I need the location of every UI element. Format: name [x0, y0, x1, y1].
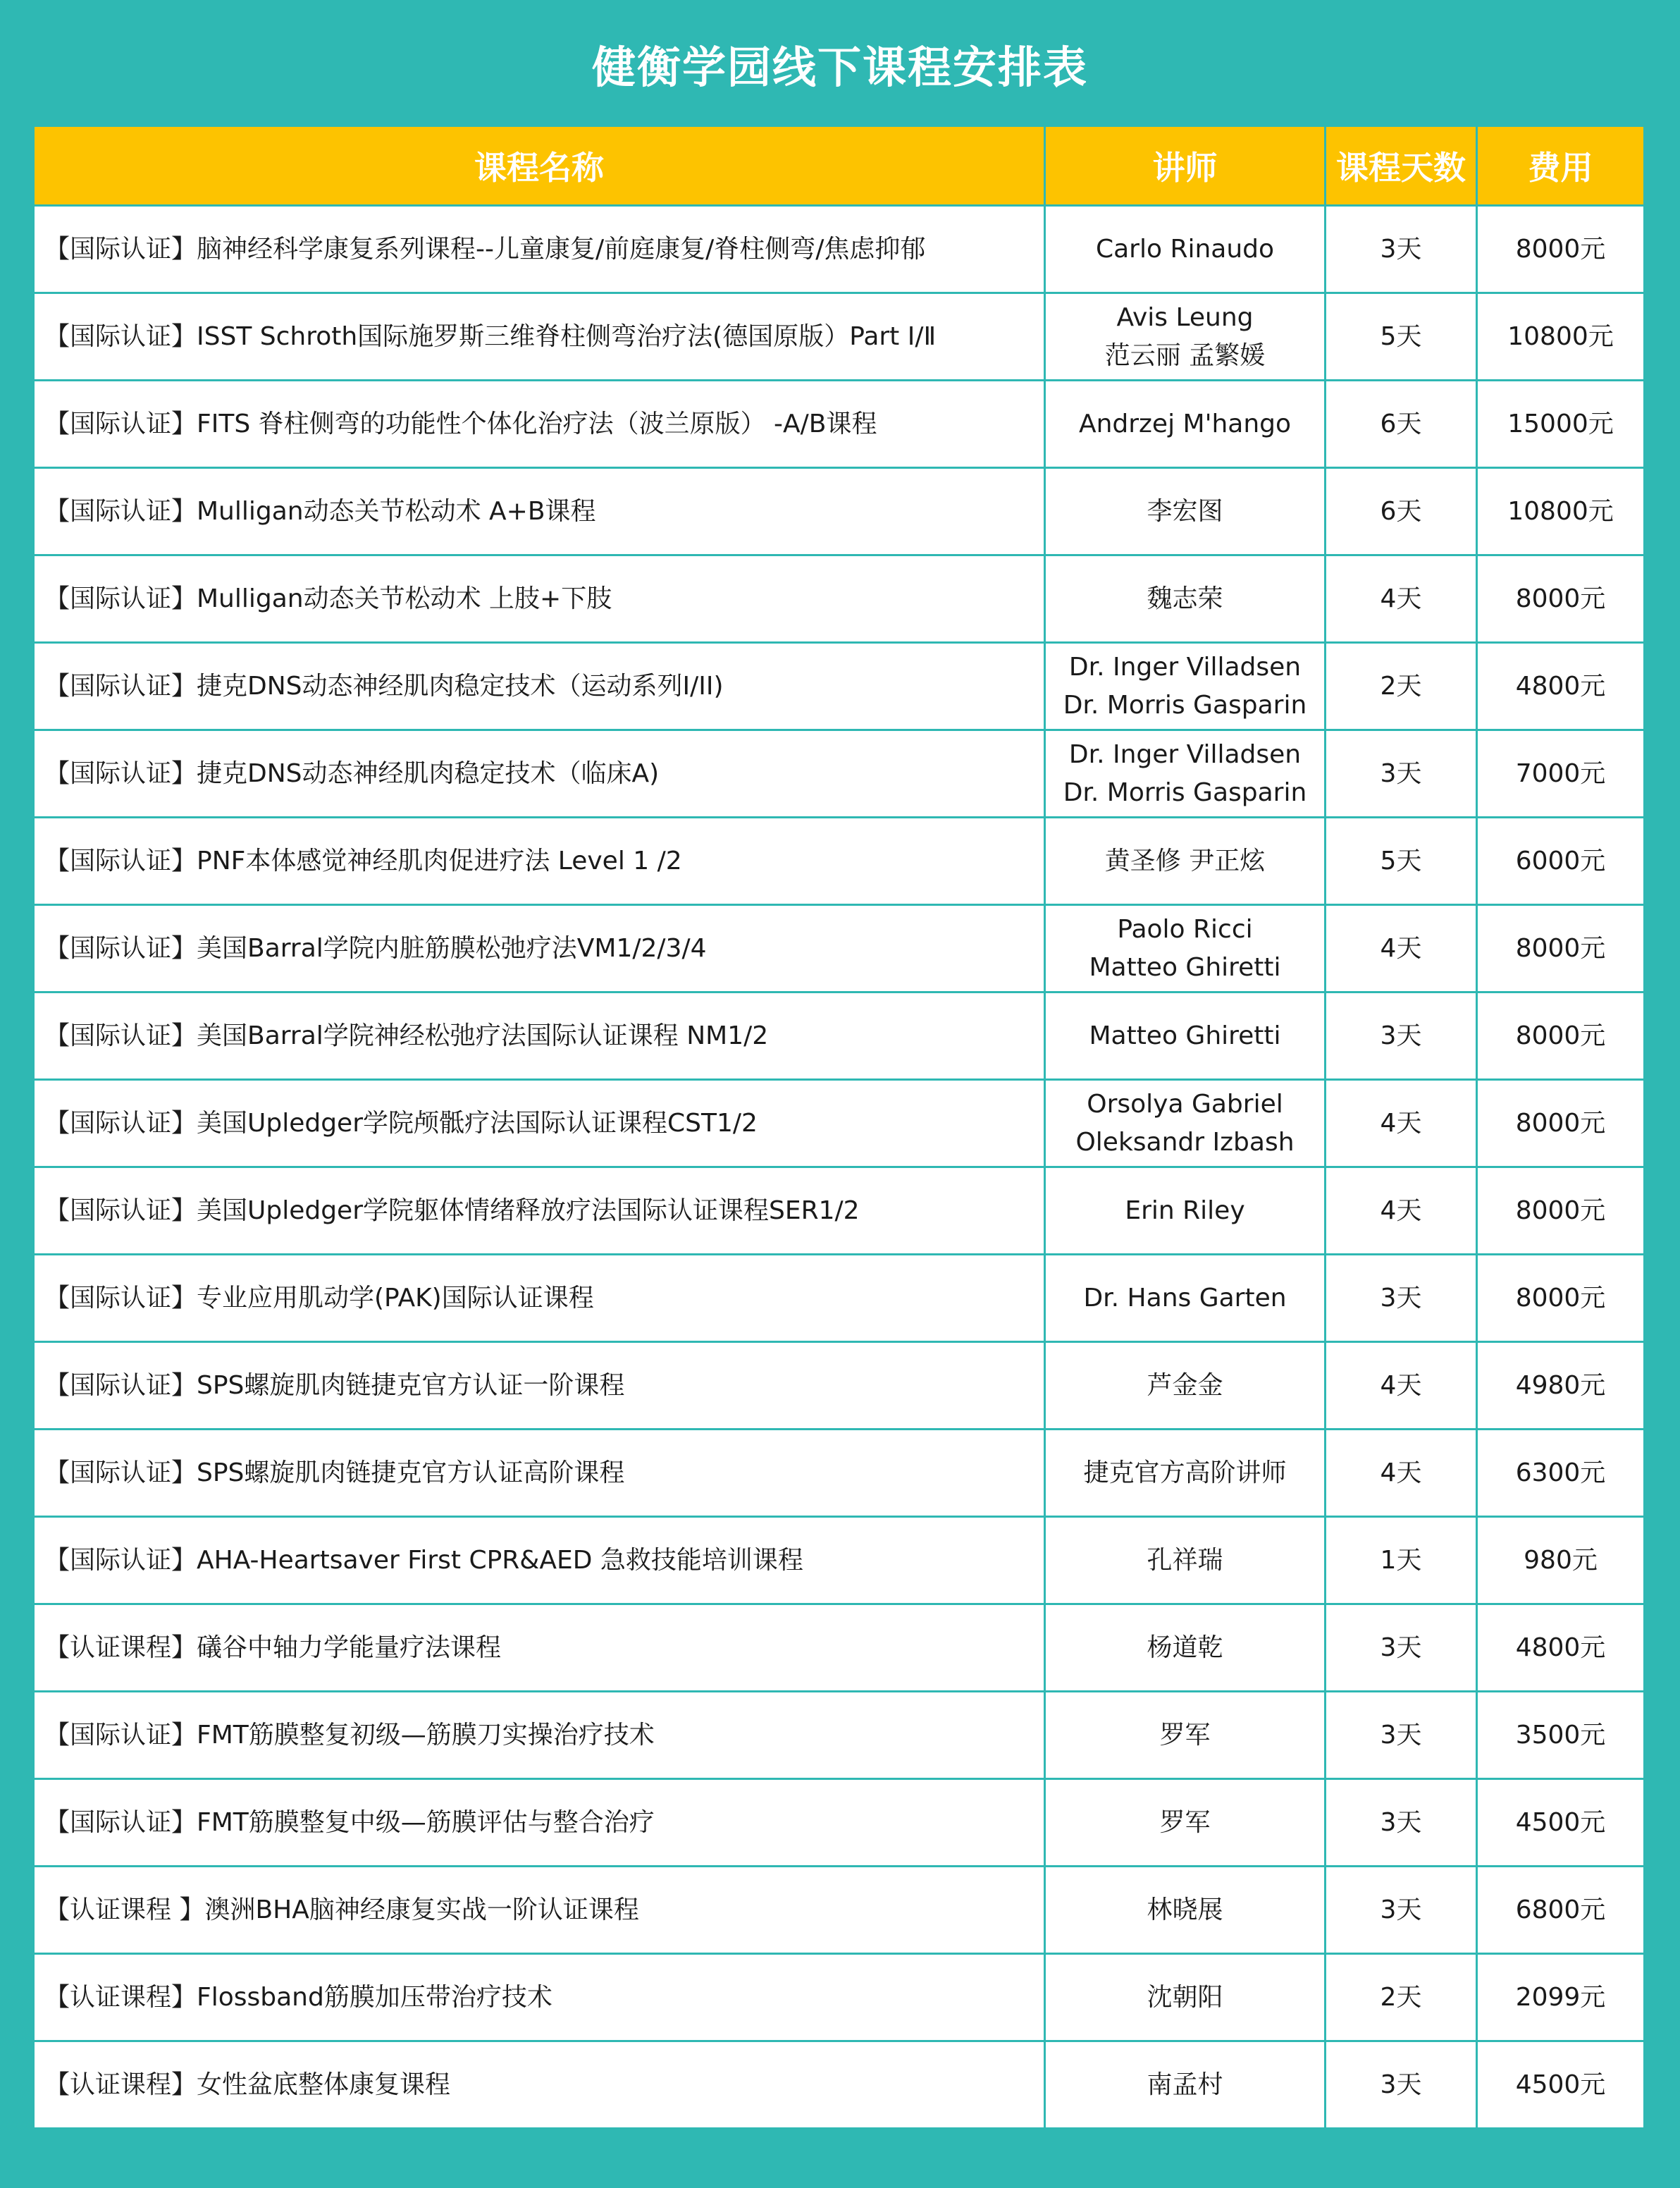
course-cell: 【国际认证】捷克DNS动态神经肌肉稳定技术（临床A): [34, 730, 1045, 818]
page-title: 健衡学园线下课程安排表: [591, 41, 1088, 93]
instructor-cell: 孔祥瑞: [1045, 1517, 1326, 1604]
course-cell: 【国际认证】AHA-Heartsaver First CPR&AED 急救技能培训课程: [34, 1517, 1045, 1604]
fee-cell: 8000元: [1477, 992, 1645, 1080]
course-cell: 【国际认证】美国Upledger学院躯体情绪释放疗法国际认证课程SER1/2: [34, 1167, 1045, 1255]
course-cell: 【认证课程】Flossband筋膜加压带治疗技术: [34, 1954, 1045, 2041]
instructor-cell: Dr. Inger Villadsen Dr. Morris Gasparin: [1045, 643, 1326, 730]
course-cell: 【国际认证】美国Upledger学院颅骶疗法国际认证课程CST1/2: [34, 1080, 1045, 1167]
days-cell: 5天: [1326, 293, 1477, 381]
fee-cell: 4800元: [1477, 643, 1645, 730]
instructor-cell: 罗军: [1045, 1779, 1326, 1867]
fee-cell: 8000元: [1477, 1080, 1645, 1167]
table-row: [34, 2041, 1645, 2129]
days-cell: 6天: [1326, 468, 1477, 555]
course-cell: 【国际认证】美国Barral学院内脏筋膜松弛疗法VM1/2/3/4: [34, 905, 1045, 992]
course-cell: 【国际认证】专业应用肌动学(PAK)国际认证课程: [34, 1255, 1045, 1342]
course-cell: 【国际认证】脑神经科学康复系列课程--儿童康复/前庭康复/脊柱侧弯/焦虑抑郁: [34, 206, 1045, 293]
header-row: [34, 127, 1645, 206]
days-cell: 4天: [1326, 555, 1477, 643]
course-cell: 【国际认证】FMT筋膜整复中级—筋膜评估与整合治疗: [34, 1779, 1045, 1867]
table-row: [34, 555, 1645, 643]
fee-cell: 8000元: [1477, 555, 1645, 643]
instructor-cell: 芦金金: [1045, 1342, 1326, 1430]
table-row: [34, 293, 1645, 381]
table-row: [34, 643, 1645, 730]
instructor-cell: Dr. Hans Garten: [1045, 1255, 1326, 1342]
course-cell: 【国际认证】Mulligan动态关节松动术 上肢+下肢: [34, 555, 1045, 643]
table-row: [34, 905, 1645, 992]
course-cell: 【国际认证】美国Barral学院神经松弛疗法国际认证课程 NM1/2: [34, 992, 1045, 1080]
instructor-cell: Matteo Ghiretti: [1045, 992, 1326, 1080]
fee-cell: 980元: [1477, 1517, 1645, 1604]
course-cell: 【国际认证】ISST Schroth国际施罗斯三维脊柱侧弯治疗法(德国原版）Part Ⅰ/Ⅱ: [34, 293, 1045, 381]
days-cell: 5天: [1326, 818, 1477, 905]
table-row: [34, 1954, 1645, 2041]
fee-cell: 2099元: [1477, 1954, 1645, 2041]
days-cell: 6天: [1326, 381, 1477, 468]
course-cell: 【国际认证】FMT筋膜整复初级—筋膜刀实操治疗技术: [34, 1692, 1045, 1779]
instructor-cell: 捷克官方高阶讲师: [1045, 1430, 1326, 1517]
fee-cell: 10800元: [1477, 293, 1645, 381]
fee-cell: 15000元: [1477, 381, 1645, 468]
fee-cell: 4980元: [1477, 1342, 1645, 1430]
table-row: [34, 206, 1645, 293]
days-cell: 3天: [1326, 730, 1477, 818]
instructor-cell: 魏志荣: [1045, 555, 1326, 643]
table-row: [34, 992, 1645, 1080]
course-cell: 【国际认证】捷克DNS动态神经肌肉稳定技术（运动系列I/II): [34, 643, 1045, 730]
table-row: [34, 730, 1645, 818]
instructor-cell: 沈朝阳: [1045, 1954, 1326, 2041]
fee-cell: 4500元: [1477, 2041, 1645, 2129]
days-cell: 4天: [1326, 1342, 1477, 1430]
days-cell: 3天: [1326, 1867, 1477, 1954]
table-row: [34, 1779, 1645, 1867]
header-days: 课程天数: [1326, 127, 1477, 206]
table-row: [34, 1604, 1645, 1692]
fee-cell: 4500元: [1477, 1779, 1645, 1867]
fee-cell: 8000元: [1477, 206, 1645, 293]
table-row: [34, 381, 1645, 468]
days-cell: 1天: [1326, 1517, 1477, 1604]
days-cell: 3天: [1326, 206, 1477, 293]
instructor-cell: 黄圣修 尹正炫: [1045, 818, 1326, 905]
fee-cell: 8000元: [1477, 905, 1645, 992]
instructor-cell: Dr. Inger Villadsen Dr. Morris Gasparin: [1045, 730, 1326, 818]
table-row: [34, 1867, 1645, 1954]
fee-cell: 6300元: [1477, 1430, 1645, 1517]
course-cell: 【国际认证】FITS 脊柱侧弯的功能性个体化治疗法（波兰原版） -A/B课程: [34, 381, 1045, 468]
instructor-cell: Andrzej M'hango: [1045, 381, 1326, 468]
fee-cell: 7000元: [1477, 730, 1645, 818]
instructor-cell: 林晓展: [1045, 1867, 1326, 1954]
days-cell: 3天: [1326, 2041, 1477, 2129]
instructor-cell: Orsolya Gabriel Oleksandr Izbash: [1045, 1080, 1326, 1167]
course-cell: 【认证课程】女性盆底整体康复课程: [34, 2041, 1045, 2129]
header-instructor: 讲师: [1045, 127, 1326, 206]
days-cell: 2天: [1326, 1954, 1477, 2041]
instructor-cell: Carlo Rinaudo: [1045, 206, 1326, 293]
fee-cell: 10800元: [1477, 468, 1645, 555]
fee-cell: 3500元: [1477, 1692, 1645, 1779]
days-cell: 4天: [1326, 905, 1477, 992]
course-cell: 【国际认证】SPS螺旋肌肉链捷克官方认证高阶课程: [34, 1430, 1045, 1517]
course-cell: 【认证课程 】澳洲BHA脑神经康复实战一阶认证课程: [34, 1867, 1045, 1954]
table-row: [34, 468, 1645, 555]
instructor-cell: 李宏图: [1045, 468, 1326, 555]
fee-cell: 6800元: [1477, 1867, 1645, 1954]
instructor-cell: Paolo Ricci Matteo Ghiretti: [1045, 905, 1326, 992]
table-row: [34, 1692, 1645, 1779]
fee-cell: 4800元: [1477, 1604, 1645, 1692]
days-cell: 4天: [1326, 1167, 1477, 1255]
fee-cell: 8000元: [1477, 1167, 1645, 1255]
header-fee: 费用: [1477, 127, 1645, 206]
days-cell: 3天: [1326, 1604, 1477, 1692]
instructor-cell: 杨道乾: [1045, 1604, 1326, 1692]
table-row: [34, 1430, 1645, 1517]
days-cell: 4天: [1326, 1080, 1477, 1167]
course-cell: 【认证课程】礒谷中轴力学能量疗法课程: [34, 1604, 1045, 1692]
days-cell: 2天: [1326, 643, 1477, 730]
instructor-cell: 罗军: [1045, 1692, 1326, 1779]
header-course: 课程名称: [34, 127, 1045, 206]
days-cell: 3天: [1326, 1255, 1477, 1342]
table-row: [34, 1517, 1645, 1604]
table-row: [34, 1080, 1645, 1167]
course-cell: 【国际认证】Mulligan动态关节松动术 A+B课程: [34, 468, 1045, 555]
course-cell: 【国际认证】PNF本体感觉神经肌肉促进疗法 Level 1 /2: [34, 818, 1045, 905]
days-cell: 3天: [1326, 992, 1477, 1080]
table-row: [34, 818, 1645, 905]
fee-cell: 8000元: [1477, 1255, 1645, 1342]
table-row: [34, 1167, 1645, 1255]
instructor-cell: Erin Riley: [1045, 1167, 1326, 1255]
course-cell: 【国际认证】SPS螺旋肌肉链捷克官方认证一阶课程: [34, 1342, 1045, 1430]
table-row: [34, 1255, 1645, 1342]
instructor-cell: 南孟村: [1045, 2041, 1326, 2129]
instructor-cell: Avis Leung 范云丽 孟繁媛: [1045, 293, 1326, 381]
days-cell: 3天: [1326, 1779, 1477, 1867]
table-row: [34, 1342, 1645, 1430]
days-cell: 4天: [1326, 1430, 1477, 1517]
days-cell: 3天: [1326, 1692, 1477, 1779]
fee-cell: 6000元: [1477, 818, 1645, 905]
course-schedule-table: [32, 127, 1645, 2129]
